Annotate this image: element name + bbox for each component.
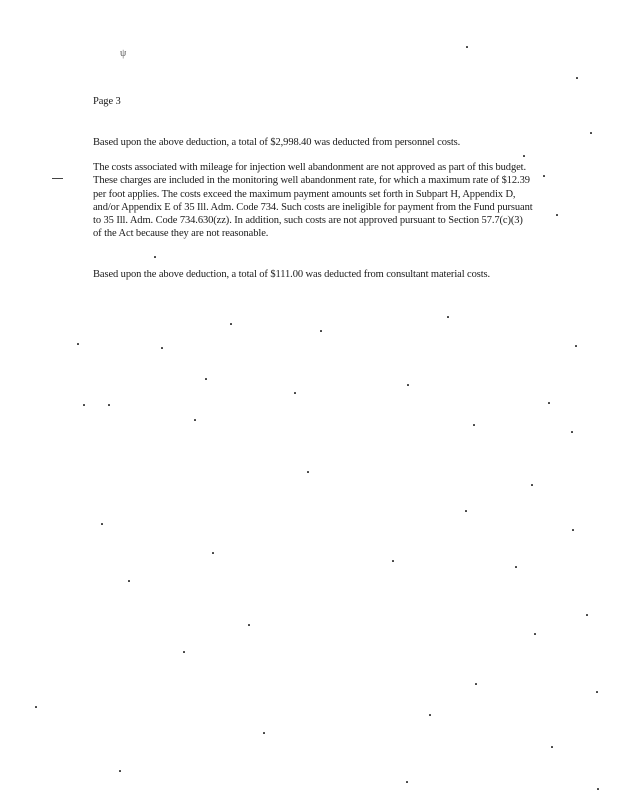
speckle	[77, 343, 79, 345]
speckle	[576, 77, 578, 79]
speckle	[548, 402, 550, 404]
speckle	[230, 323, 232, 325]
speckle	[320, 330, 322, 332]
margin-dash	[52, 178, 63, 179]
speckle	[596, 691, 598, 693]
paragraph-material-deduction: Based upon the above deduction, a total of $111.00 was deducted from consultant material costs.	[93, 269, 491, 280]
speckle	[523, 155, 525, 157]
speckle	[108, 404, 110, 406]
speckle	[263, 732, 265, 734]
speckle	[590, 132, 592, 134]
speckle	[475, 683, 477, 685]
speckle	[473, 424, 475, 426]
speckle	[205, 378, 207, 380]
speckle	[447, 316, 449, 318]
speckle	[571, 431, 573, 433]
speckle	[465, 510, 467, 512]
speckle	[556, 214, 558, 216]
speckle	[586, 614, 588, 616]
paragraph-personnel-deduction: Based upon the above deduction, a total of $2,998.40 was deducted from personnel costs.	[93, 137, 461, 148]
speckle	[128, 580, 130, 582]
speckle	[35, 706, 37, 708]
speckle	[406, 781, 408, 783]
speckle	[194, 419, 196, 421]
speckle	[161, 347, 163, 349]
speckle	[515, 566, 517, 568]
stray-mark: ψ	[120, 48, 127, 59]
speckle	[119, 770, 121, 772]
speckle	[572, 529, 574, 531]
speckle	[294, 392, 296, 394]
page-number-label: Page 3	[93, 96, 121, 107]
speckle	[551, 746, 553, 748]
speckle	[83, 404, 85, 406]
speckle	[392, 560, 394, 562]
speckle	[531, 484, 533, 486]
speckle	[466, 46, 468, 48]
speckle	[534, 633, 536, 635]
speckle	[597, 788, 599, 790]
speckle	[183, 651, 185, 653]
speckle	[407, 384, 409, 386]
speckle	[154, 256, 156, 258]
speckle	[101, 523, 103, 525]
speckle	[307, 471, 309, 473]
speckle	[575, 345, 577, 347]
paragraph-mileage-costs: The costs associated with mileage for injection well abandonment are not approved as part of this budget. These charges are included in the monitoring well abandonment rate, for which a maximum rate of $12.39 per foot applies. The costs exceed the maximum payment amounts set forth in Subpart H, Appendix D, and/or Appendix E of 35 Ill. Adm. Code 734. Such costs are ineligible for payment from the Fund pursuant to 35 Ill. Adm. Code 734.630(zz). In addition, such costs are not approved pursuant to Section 57.7(c)(3) of the Act because they are not reasonable.	[93, 162, 533, 240]
speckle	[429, 714, 431, 716]
speckle	[212, 552, 214, 554]
speckle	[543, 175, 545, 177]
speckle	[248, 624, 250, 626]
